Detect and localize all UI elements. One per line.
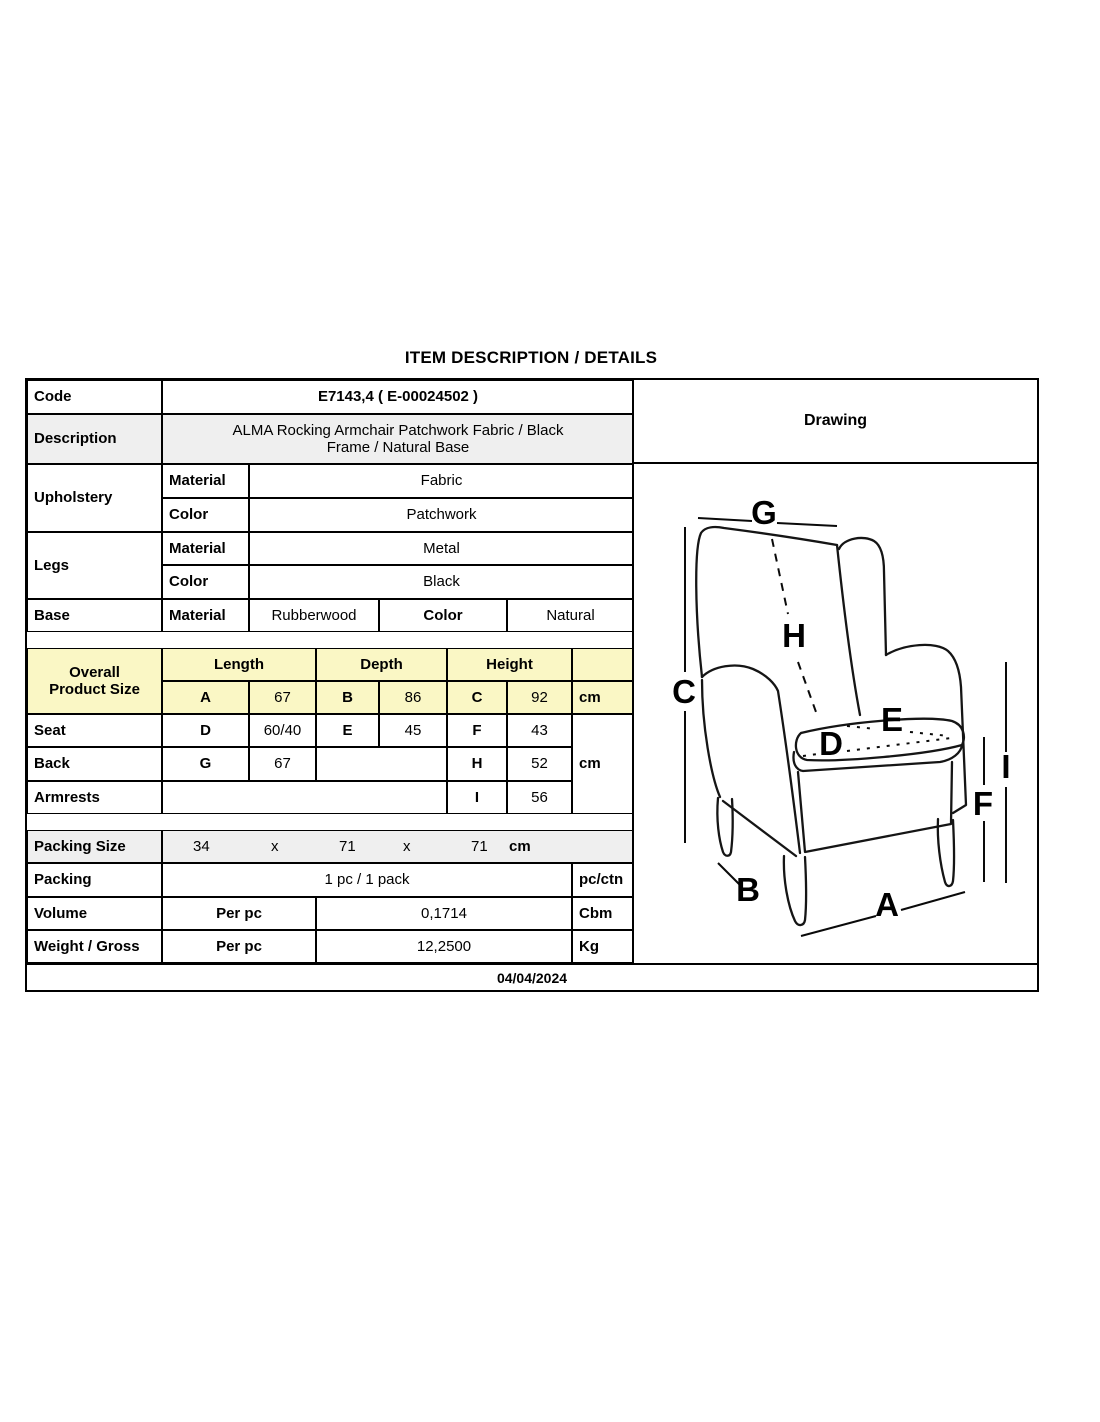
base-material-label: Material	[162, 599, 249, 632]
seat-height-value: 43	[507, 714, 572, 747]
overall-depth-letter: B	[316, 681, 379, 714]
chair-base-bottom-edge	[723, 801, 796, 856]
upholstery-color-label: Color	[162, 498, 249, 532]
base-color-label: Color	[379, 599, 507, 632]
packing-size-x-1: x	[271, 837, 279, 855]
overall-length-letter: A	[162, 681, 249, 714]
dim-label-h: H	[782, 617, 806, 654]
chair-leg-front-right	[938, 819, 954, 886]
volume-unit: Cbm	[572, 897, 634, 930]
overall-depth-value: 86	[379, 681, 447, 714]
chair-leg-front-left	[784, 856, 806, 925]
dim-label-e: E	[880, 701, 904, 738]
packing-value: 1 pc / 1 pack	[162, 863, 572, 897]
legs-label: Legs	[27, 532, 162, 599]
revision-date: 04/04/2024	[496, 969, 568, 986]
section-spacer	[27, 814, 634, 830]
upholstery-label: Upholstery	[27, 464, 162, 532]
section-spacer	[27, 632, 634, 648]
chair-right-wing	[839, 538, 886, 655]
drawing-header: Drawing	[634, 380, 1037, 464]
body-sizes-unit: cm	[572, 714, 634, 814]
back-depth-empty	[316, 747, 447, 781]
legs-color-value: Black	[249, 565, 634, 599]
volume-label: Volume	[27, 897, 162, 930]
description-line-2: Frame / Natural Base	[326, 439, 470, 456]
volume-value: 0,1714	[316, 897, 572, 930]
seat-depth-letter: E	[316, 714, 379, 747]
weight-unit: Kg	[572, 930, 634, 963]
packing-size-value	[162, 830, 634, 863]
packing-size-dim-1: 34	[193, 837, 210, 855]
armrests-label: Armrests	[27, 781, 162, 814]
overall-size-label: Overall Product Size	[27, 648, 162, 714]
date-row	[25, 963, 1039, 992]
packing-size-unit: cm	[509, 837, 531, 855]
back-label: Back	[27, 747, 162, 781]
packing-size-label: Packing Size	[27, 830, 162, 863]
base-color-value: Natural	[507, 599, 634, 632]
weight-label: Weight / Gross	[27, 930, 162, 963]
packing-unit: pc/ctn	[572, 863, 634, 897]
overall-height-value: 92	[507, 681, 572, 714]
upholstery-color-value: Patchwork	[249, 498, 634, 532]
length-header: Length	[162, 648, 316, 681]
upholstery-material-value: Fabric	[249, 464, 634, 498]
seat-length-value: 60/40	[249, 714, 316, 747]
description-value	[162, 414, 634, 464]
code-value: E7143,4 ( E-00024502 )	[162, 380, 634, 414]
description-label: Description	[27, 414, 162, 464]
seat-length-letter: D	[162, 714, 249, 747]
legs-material-value: Metal	[249, 532, 634, 565]
armrests-empty	[162, 781, 447, 814]
armchair-dimension-drawing	[634, 464, 1037, 961]
dim-label-d: D	[819, 725, 843, 762]
legs-material-label: Material	[162, 532, 249, 565]
seat-height-letter: F	[447, 714, 507, 747]
armrests-height-letter: I	[447, 781, 507, 814]
height-header: Height	[447, 648, 572, 681]
drawing-panel	[632, 378, 1039, 965]
overall-height-letter: C	[447, 681, 507, 714]
upholstery-material-label: Material	[162, 464, 249, 498]
spec-table	[25, 378, 636, 965]
dim-label-g: G	[751, 494, 777, 531]
overall-length-value: 67	[249, 681, 316, 714]
chair-back-crease	[837, 545, 860, 715]
seat-label: Seat	[27, 714, 162, 747]
base-label: Base	[27, 599, 162, 632]
volume-basis: Per pc	[162, 897, 316, 930]
code-label: Code	[27, 380, 162, 414]
page-title: ITEM DESCRIPTION / DETAILS	[404, 348, 658, 367]
overall-unit: cm	[572, 681, 634, 714]
weight-value: 12,2500	[316, 930, 572, 963]
dim-label-a: A	[875, 886, 899, 923]
seat-depth-value: 45	[379, 714, 447, 747]
back-height-letter: H	[447, 747, 507, 781]
description-line-1: ALMA Rocking Armchair Patchwork Fabric / Black	[232, 421, 564, 439]
dim-label-b: B	[736, 871, 760, 908]
packing-size-dim-2: 71	[339, 837, 356, 855]
back-length-letter: G	[162, 747, 249, 781]
dim-label-c: C	[672, 673, 696, 710]
packing-label: Packing	[27, 863, 162, 897]
chair-back-outline	[696, 527, 837, 677]
depth-header: Depth	[316, 648, 447, 681]
dim-label-i: I	[1001, 748, 1011, 785]
back-length-value: 67	[249, 747, 316, 781]
back-height-value: 52	[507, 747, 572, 781]
packing-size-dim-3: 71	[471, 837, 488, 855]
dim-label-f: F	[972, 785, 994, 822]
size-unit-header-empty	[572, 648, 634, 681]
packing-size-x-2: x	[403, 837, 411, 855]
weight-basis: Per pc	[162, 930, 316, 963]
legs-color-label: Color	[162, 565, 249, 599]
base-material-value: Rubberwood	[249, 599, 379, 632]
chair-seat-base	[798, 762, 952, 852]
armrests-height-value: 56	[507, 781, 572, 814]
